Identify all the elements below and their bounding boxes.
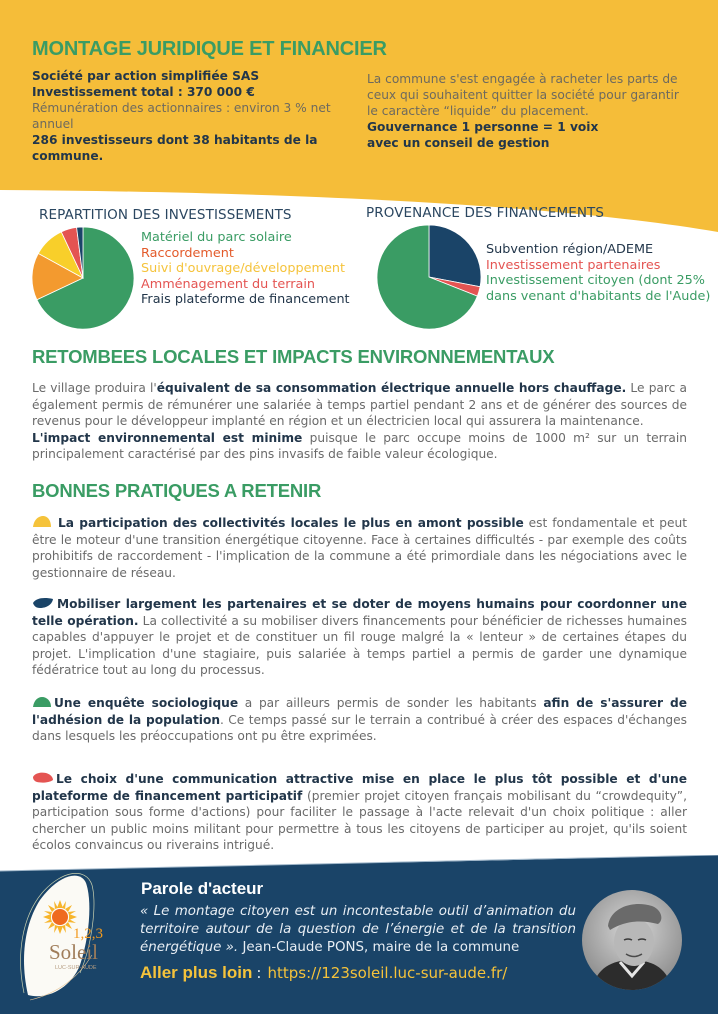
- svg-text:Soleil: Soleil: [49, 940, 99, 964]
- charts-section: [0, 200, 718, 335]
- aller-plus-loin: [140, 963, 507, 983]
- website-link[interactable]: https://123soleil.luc-sur-aude.fr/: [267, 964, 508, 982]
- practice-3-text: a par ailleurs permis de sonder les habitants: [238, 696, 544, 710]
- legal-form: Société par action simplifiée SAS: [32, 69, 260, 83]
- retombees-text: Le village produira l': [32, 381, 157, 395]
- impact-text: puisque le parc occupe moins de 1000 m² sur un terrain principalement caractérisé par des pins invasifs de faible valeur écologique.: [32, 430, 687, 461]
- legend-item-subvention: Subvention région/ADEME: [486, 242, 654, 257]
- total-investment: Investissement total : 370 000 €: [32, 85, 255, 99]
- practice-2-text: La collectivité a su mobiliser divers financements pour bénéficier de richesses humaines capables d'appuyer le projet et de constituer un fil rouge malgré la « lenteur » de certaines étapes du projet. L'implication d'une stagiaire, puis salariée à temps partiel a permis de garder une dynamique fédératrice tout au long du processus.: [32, 613, 687, 677]
- buyback-commitment: La commune s'est engagée à racheter les parts de ceux qui souhaitent quitter la société pour garantir le caractère “liquide” du placement.: [367, 72, 679, 118]
- shareholder-return: Rémunération des actionnaires : environ 3 % net annuel: [32, 101, 331, 131]
- portrait-photo-icon: [582, 890, 682, 990]
- green-leaf-bullet-icon: [32, 696, 52, 708]
- blue-leaf-bullet-icon: [32, 597, 54, 609]
- legend-item-raccordement: Raccordement: [141, 245, 234, 261]
- red-leaf-bullet-icon: [32, 771, 54, 784]
- practice-1-highlight: La participation des collectivités locales le plus en amont possible: [58, 516, 524, 530]
- mayor-portrait: [582, 890, 682, 990]
- montage-right-column: [367, 68, 687, 164]
- practice-3-text-cont: . Ce temps passé sur le terrain a contribué à créer des espaces d'échanges dans lesquels les préoccupations ont pu être exprimées.: [32, 712, 687, 743]
- investment-legend: [141, 230, 350, 308]
- practice-4-text: (premier projet citoyen français mobilisant du “crowdequity”, participation sous forme d'actions) pour faciliter le passage à l'acte relevait d'un choix politique : aller chercher un public moins militant pour permettre à tous les citoyens de participer au projet, qu'ils soient écolos convaincus ou riverains intrigué.: [32, 788, 687, 852]
- legend-item-partenaires: Investissement partenaires: [486, 257, 661, 273]
- quote-attribution: Jean-Claude PONS, maire de la commune: [238, 940, 520, 955]
- quote: [140, 903, 576, 957]
- soleil-logo: [0, 855, 135, 1014]
- montage-section: [0, 0, 718, 232]
- practice-3-highlight: Une enquête sociologique: [54, 696, 239, 710]
- retombees-highlight: équivalent de sa consommation électrique annuelle hors chauffage.: [156, 381, 627, 395]
- practice-item-2: [32, 596, 687, 679]
- impact-highlight: L'impact environnemental est minime: [32, 430, 303, 445]
- practice-item-4: [32, 771, 687, 854]
- practice-2-highlight: Mobiliser largement les partenaires et se doter de moyens humains pour coordonner une telle opération.: [32, 597, 687, 628]
- funding-chart-title: PROVENANCE DES FINANCEMENTS: [366, 205, 605, 221]
- yellow-leaf-bullet-icon: [32, 515, 52, 528]
- sun-icon: [43, 900, 77, 934]
- investment-chart: [39, 207, 292, 223]
- funding-pie-chart: [376, 224, 482, 330]
- practice-item-3: [32, 695, 687, 745]
- retombees-section: [32, 346, 687, 463]
- investor-count: 286 investisseurs dont 38 habitants de la commune.: [32, 133, 318, 163]
- funding-legend: [486, 242, 710, 304]
- practice-item-1: [32, 515, 687, 581]
- practice-1-text: est fondamentale et peut être le moteur d'une transition énergétique citoyenne. Face à certaines difficultés - par exemple des coûts prohibitifs de raccordement - l'implication de la commune a été primordiale dans les négociations avec le gestionnaire de réseau.: [32, 516, 687, 580]
- investment-pie-chart: [31, 226, 135, 330]
- legend-item-suivi: Suivi d'ouvrage/développement: [141, 261, 345, 276]
- governance: Gouvernance 1 personne = 1 voix: [367, 120, 599, 134]
- retombees-text-cont: Le parc a également permis de rémunérer une salariée à temps partiel pendant 2 ans et de générer des sources de revenus pour le développeur implanté en région et un électricien local qui assurera la maintenance.: [32, 381, 687, 428]
- bonnes-pratiques-section: [32, 480, 688, 852]
- legend-item-citoyen-cont: dans venant d'habitants de l'Aude): [486, 288, 711, 304]
- legend-item-materiel: Matériel du parc solaire: [141, 230, 292, 245]
- montage-title: MONTAGE JURIDIQUE ET FINANCIER: [32, 38, 387, 60]
- more-separator: :: [256, 964, 262, 982]
- parole-section: [0, 855, 718, 1014]
- parole-title: Parole d'acteur: [141, 879, 264, 898]
- quote-text: « Le montage citoyen est un incontestable outil d’animation du territoire autour de la question de l’énergie et de la transition énergétique ».: [140, 904, 576, 955]
- practice-4-highlight: Le choix d'une communication attractive mise en place le plus tôt possible et d'une plateforme de financement participatif: [32, 772, 687, 803]
- slice-subvention: [429, 225, 481, 287]
- legend-item-citoyen: Investissement citoyen (dont 25%: [486, 273, 705, 288]
- montage-left-column: [32, 68, 367, 164]
- legend-item-frais: Frais plateforme de financement: [141, 292, 350, 307]
- retombees-paragraph: [32, 380, 687, 463]
- legend-item-amenagement: Amménagement du terrain: [141, 276, 316, 292]
- more-label: Aller plus loin: [140, 963, 253, 982]
- svg-text:1,2,3: 1,2,3: [73, 926, 103, 942]
- retombees-title: RETOMBEES LOCALES ET IMPACTS ENVIRONNEMENTAUX: [32, 346, 555, 367]
- bonnes-pratiques-title: BONNES PRATIQUES A RETENIR: [32, 480, 322, 501]
- svg-text:LUC-SUR-AUDE: LUC-SUR-AUDE: [55, 965, 97, 971]
- investment-chart-title: REPARTITION DES INVESTISSEMENTS: [39, 207, 292, 223]
- practice-3-highlight-2: afin de s'assurer de l'adhésion de la population: [32, 696, 688, 727]
- governance-council: avec un conseil de gestion: [367, 136, 550, 150]
- funding-chart: [366, 205, 604, 221]
